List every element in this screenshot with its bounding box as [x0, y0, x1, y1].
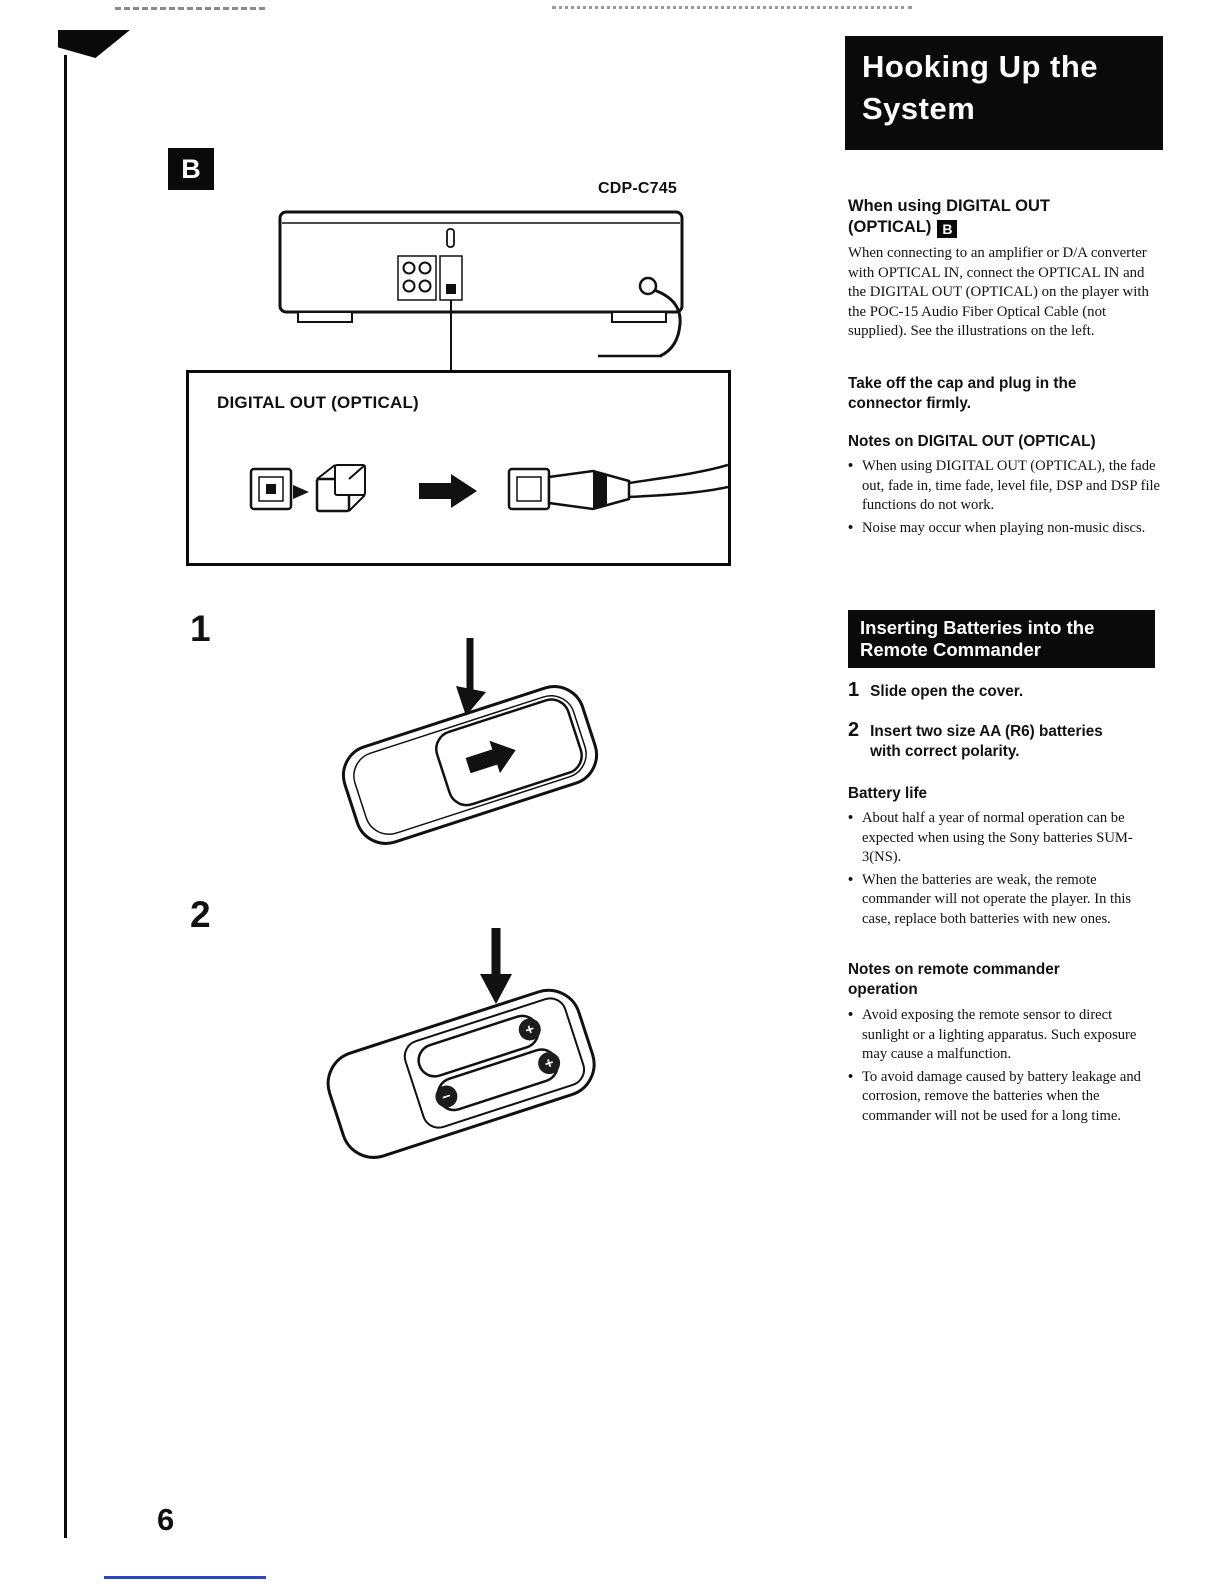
small-arrow-icon — [293, 485, 309, 499]
remote-insert-batteries-illustration — [310, 922, 630, 1172]
battery-step-2-text: Insert two size AA (R6) batteries with correct polarity. — [870, 723, 1103, 760]
note-bullet: • When using DIGITAL OUT (OPTICAL), the fade out, fade in, time fade, level file, DSP and DSP file functions do not work. — [848, 457, 1162, 516]
scan-artifact-blue-line — [104, 1576, 266, 1579]
model-label: CDP-C745 — [598, 180, 677, 197]
left-margin-rule — [64, 55, 67, 1538]
digital-out-heading-line2: (OPTICAL) B — [848, 217, 1162, 238]
protective-cap-icon — [317, 465, 365, 511]
digital-out-body: When connecting to an amplifier or D/A converter with OPTICAL IN, connect the OPTICAL IN and the DIGITAL OUT (OPTICAL) on the player with the POC-15 Audio Fiber Optical Cable (not supplied). See the illustrations on the left. — [848, 245, 1149, 339]
left-step-1-number: 1 — [190, 608, 211, 649]
vent-slot-icon — [447, 229, 454, 247]
battery-step-1 — [848, 680, 1148, 702]
section-title-line1: Hooking Up the — [862, 49, 1099, 84]
page-number: 6 — [157, 1502, 175, 1537]
svg-text:+: + — [542, 1054, 557, 1074]
batteries-header-line2: Remote Commander — [860, 639, 1041, 660]
remote-notes-heading-line2: operation — [848, 981, 918, 998]
digital-out-callout-box — [186, 370, 731, 566]
left-step-2-number: 2 — [190, 894, 211, 935]
battery-step-1-text: Slide open the cover. — [870, 683, 1024, 700]
corner-wedge-decoration — [58, 30, 130, 58]
scan-artifact-dashes-left — [115, 7, 265, 10]
digital-out-section — [848, 196, 1162, 342]
battery-life-bullet: • When the batteries are weak, the remote commander will not operate the player. In this case, replace both batteries with new ones. — [848, 871, 1162, 930]
rca-jack-icon — [404, 281, 415, 292]
note-bullet: • Noise may occur when playing non-music discs. — [848, 519, 1162, 539]
figure-marker-b — [168, 148, 214, 190]
battery-life-section — [848, 784, 1162, 932]
rca-jack-icon — [420, 263, 431, 274]
section-title-line2: System — [862, 91, 976, 126]
figure-marker-b-label: B — [181, 153, 201, 184]
optical-plug-icon — [549, 465, 728, 509]
batteries-section-header-box — [848, 610, 1155, 668]
scan-artifact-dashes-center — [552, 6, 912, 9]
remote-notes-heading-line1: Notes on remote commander — [848, 961, 1060, 978]
arrow-right-icon — [419, 474, 477, 508]
battery-step-2 — [848, 720, 1148, 762]
rear-panel-illustration — [270, 198, 700, 370]
remote-open-cover-illustration — [320, 630, 620, 860]
section-header-box — [845, 36, 1163, 150]
battery-step-1-number: 1 — [848, 679, 860, 701]
remote-notes-section — [848, 960, 1162, 1129]
optical-out-port-icon — [446, 284, 456, 294]
battery-step-2-number: 2 — [848, 719, 860, 741]
insert-arrow-head-icon — [480, 974, 512, 1004]
rca-jack-icon — [420, 281, 431, 292]
notes-heading: Notes on DIGITAL OUT (OPTICAL) — [848, 433, 1096, 450]
remote-notes-bullet: • To avoid damage caused by battery leakage and corrosion, remove the batteries when the commander will not be used for a long time. — [848, 1068, 1162, 1127]
svg-text:−: − — [439, 1087, 454, 1107]
rca-jack-icon — [404, 263, 415, 274]
digital-out-notes — [848, 432, 1162, 541]
optical-cable-illustration — [189, 413, 728, 563]
batteries-header-line1: Inserting Batteries into the — [860, 617, 1095, 638]
svg-text:+: + — [523, 1020, 537, 1040]
inline-figure-badge-b: B — [937, 220, 957, 238]
cap-plug-note: Take off the cap and plug in the connector firmly. — [848, 375, 1077, 412]
cable-grommet-icon — [640, 278, 656, 294]
digital-out-heading-line1: When using DIGITAL OUT — [848, 197, 1050, 215]
battery-life-heading: Battery life — [848, 785, 928, 802]
battery-life-bullet: • About half a year of normal operation can be expected when using the Sony batteries SUM-3(NS). — [848, 809, 1162, 868]
remote-notes-bullet: • Avoid exposing the remote sensor to direct sunlight or a lighting apparatus. Such exposure may cause a malfunction. — [848, 1006, 1162, 1065]
digital-out-label: DIGITAL OUT (OPTICAL) — [217, 393, 419, 412]
